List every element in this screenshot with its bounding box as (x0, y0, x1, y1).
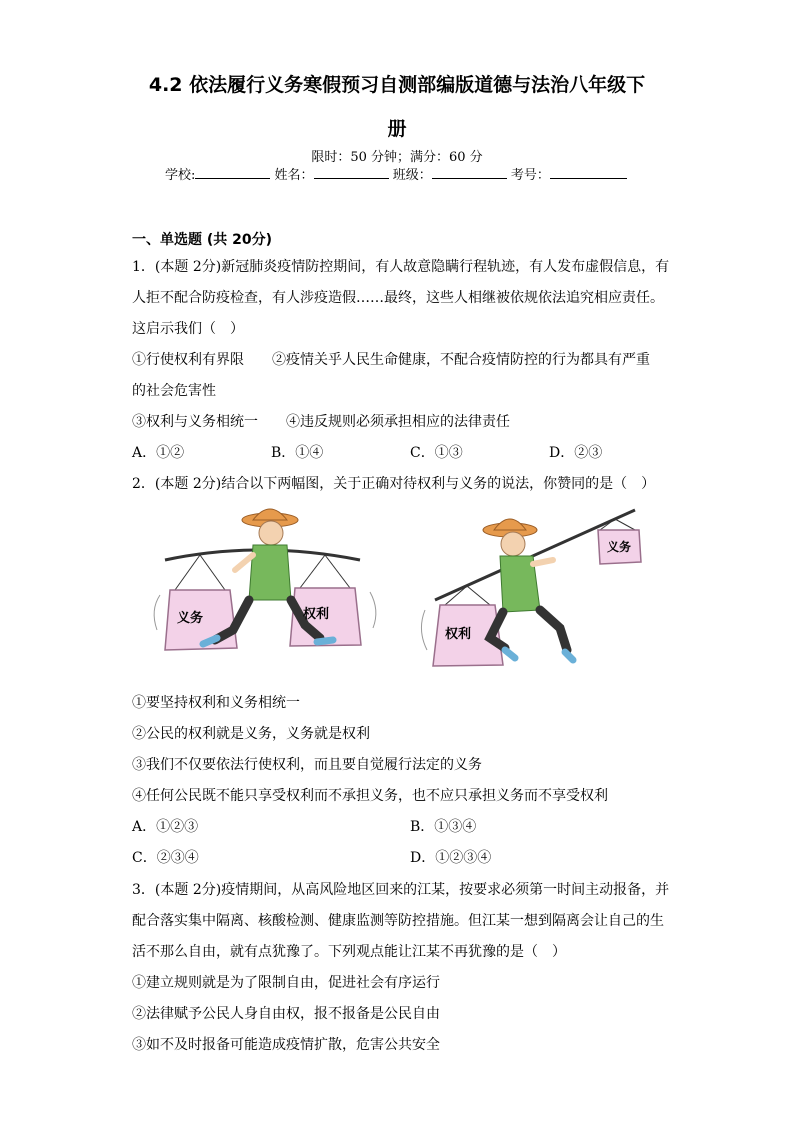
q1-line: 人拒不配合防疫检查，有人涉疫造假……最终，这些人相继被依规依法追究相应责任。 (132, 290, 664, 306)
balanced-carrier-drawing (154, 509, 376, 650)
page-title-continued: 册 (387, 118, 407, 140)
q1-choice-d[interactable]: D．②③ (549, 445, 603, 461)
school-blank[interactable] (195, 166, 270, 179)
q3-line: ①建立规则就是为了限制自由，促进社会有序运行 (132, 975, 440, 991)
school-label: 学校: (165, 168, 196, 183)
student-info (165, 164, 627, 183)
balanced-carrier-illustration (145, 500, 385, 672)
q1-line: 的社会危害性 (132, 383, 216, 399)
number-blank[interactable] (550, 166, 627, 179)
section-title: 一、单选题 (共 20分) (132, 232, 273, 248)
q3-line: 配合落实集中隔离、核酸检测、健康监测等防控措施。但江某一想到隔离会让自己的生 (132, 913, 664, 929)
q2-choice-d[interactable]: D．①②③④ (410, 850, 492, 866)
name-blank[interactable] (314, 166, 389, 179)
q3-line: 3．(本题 2分)疫情期间，从高风险地区回来的江某，按要求必须第一时间主动报备，并 (132, 882, 670, 898)
q2-choice-a[interactable]: A．①②③ (132, 819, 199, 835)
q2-stem: 2．(本题 2分)结合以下两幅图，关于正确对待权利与义务的说法，你赞同的是（ ） (132, 476, 656, 492)
q3-line: ②法律赋予公民人身自由权，报不报备是公民自由 (132, 1006, 440, 1022)
bag-label-duty-high: 义务 (607, 540, 632, 554)
class-label: 班级： (392, 168, 432, 183)
page-title: 4.2 依法履行义务寒假预习自测部编版道德与法治八年级下 (148, 74, 646, 96)
bag-label-right: 权利 (303, 607, 330, 622)
bag-label-right-low: 权利 (445, 627, 472, 642)
q2-option: ②公民的权利就是义务，义务就是权利 (132, 726, 370, 742)
unbalanced-carrier-illustration (415, 500, 655, 672)
q2-choice-c[interactable]: C．②③④ (132, 850, 199, 866)
q1-choice-c[interactable]: C．①③ (410, 445, 463, 461)
q1-line: ③权利与义务相统一 ④违反规则必须承担相应的法律责任 (132, 414, 510, 430)
time-score: 限时：50 分钟；满分：60 分 (311, 150, 483, 165)
class-blank[interactable] (432, 166, 507, 179)
q2-option: ④任何公民既不能只享受权利而不承担义务，也不应只承担义务而不享受权利 (132, 788, 608, 804)
q1-choice-a[interactable]: A．①② (132, 445, 185, 461)
q2-choice-b[interactable]: B．①③④ (410, 819, 477, 835)
unbalanced-carrier-drawing (421, 510, 641, 666)
bag-label-duty: 义务 (177, 611, 204, 626)
q1-line: 1．(本题 2分)新冠肺炎疫情防控期间，有人故意隐瞒行程轨迹，有人发布虚假信息，有 (132, 259, 670, 275)
q1-line: ①行使权利有界限 ②疫情关乎人民生命健康，不配合疫情防控的行为都具有严重 (132, 352, 650, 368)
q3-line: 活不那么自由，就有点犹豫了。下列观点能让江某不再犹豫的是（ ） (132, 944, 566, 960)
q3-line: ③如不及时报备可能造成疫情扩散，危害公共安全 (132, 1037, 440, 1053)
q2-option: ③我们不仅要依法行使权利，而且要自觉履行法定的义务 (132, 757, 482, 773)
q2-option: ①要坚持权利和义务相统一 (132, 695, 300, 711)
number-label: 考号： (510, 168, 550, 183)
q1-line: 这启示我们（ ） (132, 321, 244, 337)
name-label: 姓名： (274, 168, 314, 183)
q1-choice-b[interactable]: B．①④ (271, 445, 324, 461)
